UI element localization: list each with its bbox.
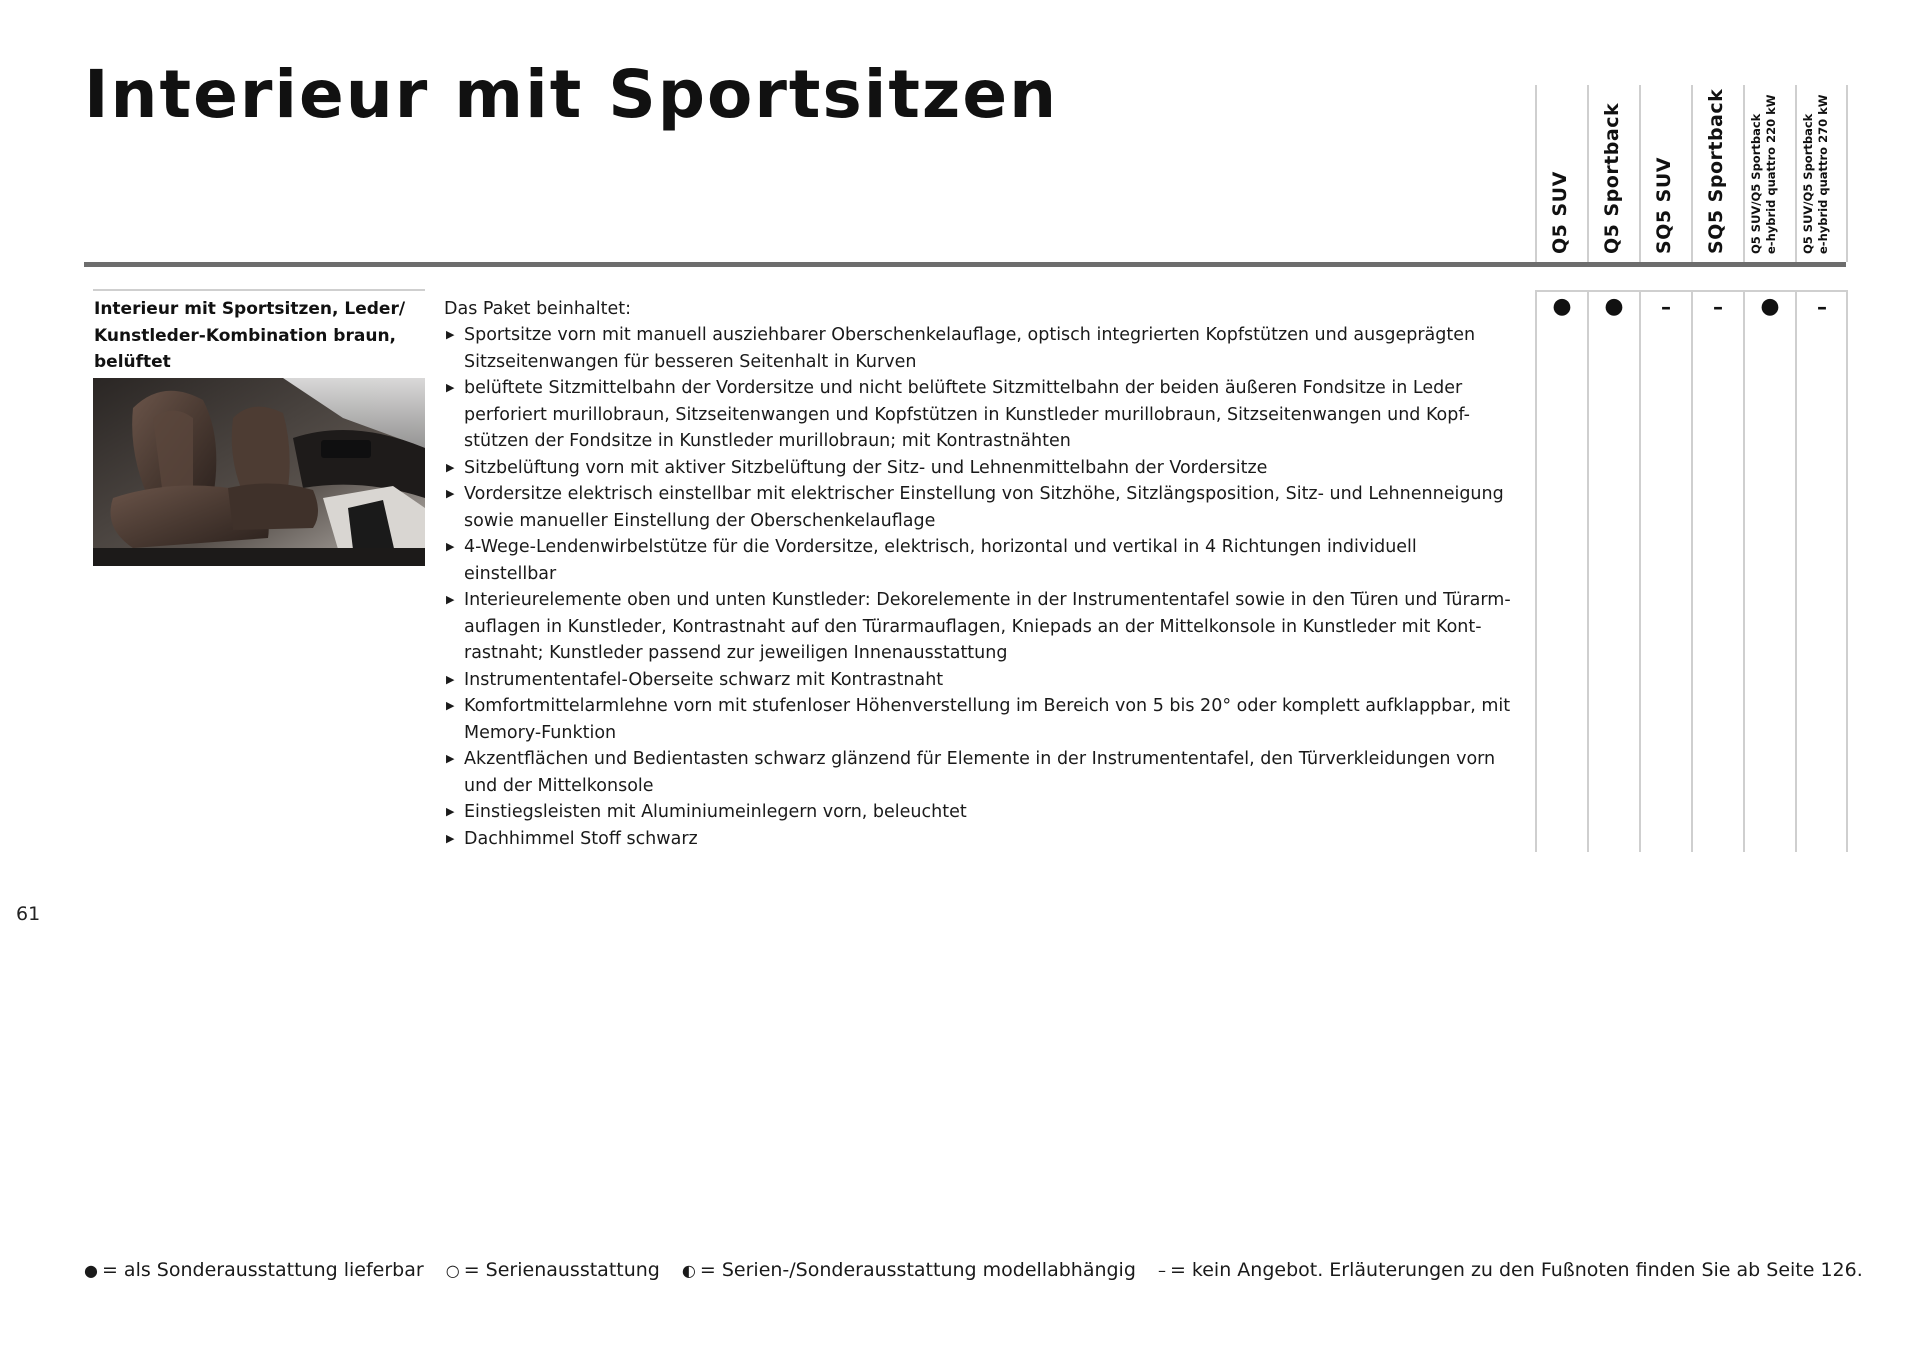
column-header-sq5-suv: SQ5 SUV xyxy=(1653,157,1675,254)
column-header-q5-sportback: Q5 Sportback xyxy=(1601,102,1623,254)
column-header-line: e-hybrid quattro 220 kW xyxy=(1764,94,1778,254)
list-item-line: Dachhimmel Stoff schwarz xyxy=(464,828,698,849)
list-item-line: Memory-Funktion xyxy=(464,722,617,743)
legend-text: = Serienausstattung xyxy=(463,1259,660,1281)
column-divider xyxy=(1846,85,1848,262)
list-item-line: rastnaht; Kunstleder passend zur jeweiligen Innenausstattung xyxy=(464,643,1008,663)
list-item xyxy=(444,534,1524,587)
list-item-line: einstellbar xyxy=(464,563,557,584)
column-header-e-hybrid-270 xyxy=(1801,95,1831,254)
row-top-rule xyxy=(93,289,425,291)
list-item-line: und der Mittelkonsole xyxy=(464,775,654,796)
column-header-sq5-sportback: SQ5 Sportback xyxy=(1705,88,1727,254)
list-item xyxy=(444,667,1524,694)
list-item xyxy=(444,375,1524,455)
list-item-line: auflagen in Kunstleder, Kontrastnaht auf den Türarmauflagen, Kniepads an der Mittelkonsole in Kunstleder mit Kont- xyxy=(464,616,1482,637)
column-header-q5-suv: Q5 SUV xyxy=(1549,171,1571,254)
list-item-line: Interieurelemente oben und unten Kunstleder: Dekorelemente in der Instrumententafel sowie in den Türen und Türarm- xyxy=(464,590,1511,610)
legend-text: = Serien-/Sonderausstattung modellabhängig xyxy=(699,1259,1136,1281)
availability-mark-sq5-sportback: – xyxy=(1713,295,1723,319)
column-divider xyxy=(1795,290,1797,852)
list-item xyxy=(444,587,1524,667)
column-header-line: e-hybrid quattro 270 kW xyxy=(1816,94,1830,254)
list-item-line: Akzentflächen und Bedientasten schwarz glänzend für Elemente in der Instrumententafel, den Türverkleidungen vorn xyxy=(464,749,1496,769)
column-divider xyxy=(1587,85,1589,262)
bullet-arrow-icon: ▶ xyxy=(446,805,455,818)
list-item-line: Komfortmittelarmlehne vorn mit stufenloser Höhenverstellung im Bereich von 5 bis 20° oder komplett aufklappbar, mit xyxy=(464,696,1511,716)
bullet-arrow-icon: ▶ xyxy=(446,540,455,553)
list-item-line: Sitzseitenwangen für besseren Seitenhalt in Kurven xyxy=(464,351,917,372)
list-item-line: Instrumententafel-Oberseite schwarz mit Kontrastnaht xyxy=(464,669,944,690)
list-item-line: perforiert murillobraun, Sitzseitenwangen und Kopfstützen in Kunstleder murillobraun, Sitzseitenwangen und Kopf- xyxy=(464,404,1470,425)
column-divider xyxy=(1639,290,1641,852)
column-divider xyxy=(1587,290,1589,852)
option-title-line: Interieur mit Sportsitzen, Leder/ xyxy=(94,299,406,319)
list-item-line: stützen der Fondsitze in Kunstleder murillobraun; mit Kontrastnähten xyxy=(464,431,1071,451)
option-title xyxy=(94,296,424,376)
column-divider xyxy=(1795,85,1797,262)
list-item xyxy=(444,455,1524,482)
column-header-e-hybrid-220 xyxy=(1749,95,1779,254)
legend-item xyxy=(446,1259,660,1281)
legend-item xyxy=(84,1259,424,1281)
bullet-arrow-icon: ▶ xyxy=(446,672,455,686)
legend-text: = kein Angebot. Erläuterungen zu den Fußnoten finden Sie ab Seite 126. xyxy=(1169,1259,1863,1281)
open-circle-icon: ○ xyxy=(445,1261,460,1280)
legend xyxy=(84,1259,1879,1281)
list-item xyxy=(444,826,1524,853)
list-item-line: Sportsitze vorn mit manuell ausziehbarer Oberschenkelauflage, optisch integrierten Kopfstützen und ausgeprägten xyxy=(464,325,1476,345)
bullet-arrow-icon: ▶ xyxy=(446,460,455,474)
bullet-arrow-icon: ▶ xyxy=(446,487,455,500)
bullet-arrow-icon: ▶ xyxy=(446,752,455,765)
package-intro: Das Paket beinhaltet: xyxy=(444,299,631,319)
column-divider xyxy=(1535,85,1537,262)
legend-text: = als Sonderausstattung lieferbar xyxy=(101,1259,424,1281)
list-item xyxy=(444,693,1524,746)
availability-mark-sq5-suv: – xyxy=(1661,295,1671,319)
option-title-line: Kunstleder-Kombination braun, xyxy=(94,325,396,346)
legend-item xyxy=(1158,1259,1863,1281)
column-header-line: Q5 SUV/Q5 Sportback xyxy=(1801,113,1815,254)
list-item-line: Vordersitze elektrisch einstellbar mit elektrischer Einstellung von Sitzhöhe, Sitzlängsposition, Sitz- und Lehnenneigung xyxy=(464,484,1504,504)
list-item-line: belüftete Sitzmittelbahn der Vordersitze und nicht belüftete Sitzmittelbahn der beiden äußeren Fondsitze in Leder xyxy=(464,378,1463,398)
list-item-line: 4-Wege-Lendenwirbelstütze für die Vordersitze, elektrisch, horizontal und vertikal in 4 Richtungen individuell xyxy=(464,537,1417,557)
filled-circle-icon: ● xyxy=(84,1261,98,1280)
header-rule xyxy=(84,262,1846,267)
column-divider xyxy=(1691,290,1693,852)
interior-seat-photo xyxy=(93,378,425,566)
column-divider xyxy=(1743,290,1745,852)
option-title-line: belüftet xyxy=(94,352,171,372)
bullet-arrow-icon: ▶ xyxy=(446,831,455,845)
list-item xyxy=(444,799,1524,826)
availability-mark-q5-suv: ● xyxy=(1552,294,1572,319)
availability-mark-e-hybrid-270: – xyxy=(1817,295,1827,319)
dash-icon: – xyxy=(1157,1261,1166,1280)
package-feature-list xyxy=(444,322,1524,852)
legend-item xyxy=(682,1259,1136,1281)
column-divider xyxy=(1846,290,1848,852)
half-circle-icon: ◐ xyxy=(681,1261,696,1280)
column-divider xyxy=(1535,290,1537,852)
list-item-line: Einstiegsleisten mit Aluminiumeinlegern vorn, beleuchtet xyxy=(464,802,967,822)
page-number: 61 xyxy=(16,903,41,925)
bullet-arrow-icon: ▶ xyxy=(446,593,455,606)
bullet-arrow-icon: ▶ xyxy=(446,381,455,394)
availability-mark-e-hybrid-220: ● xyxy=(1760,294,1780,319)
column-divider xyxy=(1691,85,1693,262)
page-title: Interieur mit Sportsitzen xyxy=(84,56,1059,133)
bullet-arrow-icon: ▶ xyxy=(446,328,455,341)
column-divider xyxy=(1639,85,1641,262)
list-item xyxy=(444,322,1524,375)
list-item-line: sowie manueller Einstellung der Oberschenkelauflage xyxy=(464,510,936,531)
list-item xyxy=(444,481,1524,534)
list-item xyxy=(444,746,1524,799)
availability-mark-q5-sportback: ● xyxy=(1604,294,1624,319)
bullet-arrow-icon: ▶ xyxy=(446,699,455,712)
list-item-line: Sitzbelüftung vorn mit aktiver Sitzbelüftung der Sitz- und Lehnenmittelbahn der Vordersitze xyxy=(464,457,1268,478)
column-divider xyxy=(1743,85,1745,262)
column-header-line: Q5 SUV/Q5 Sportback xyxy=(1749,113,1763,254)
